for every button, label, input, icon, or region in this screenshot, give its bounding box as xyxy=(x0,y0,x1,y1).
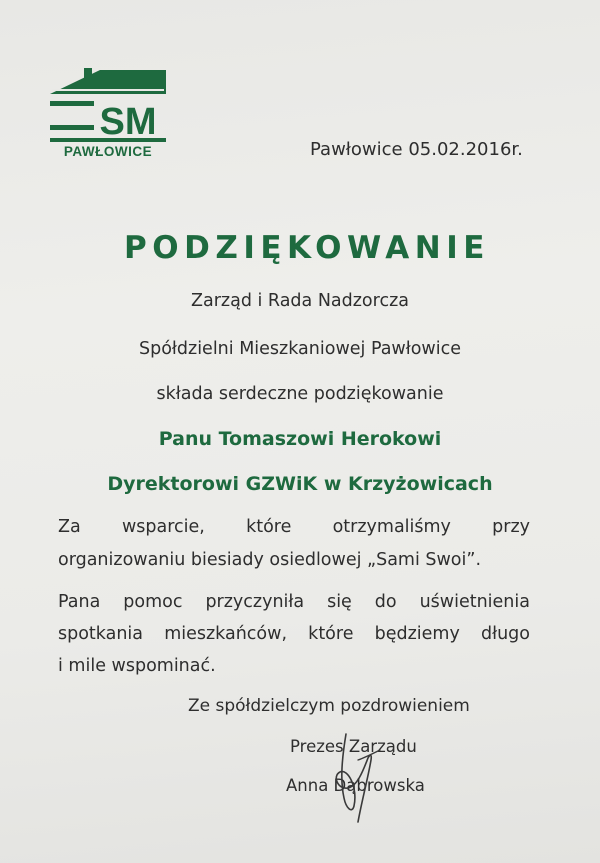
intro-line-1: Zarząd i Rada Nadzorcza xyxy=(191,291,409,311)
signer-role: Prezes Zarządu xyxy=(290,737,417,756)
closing-greeting: Ze spółdzielczym pozdrowieniem xyxy=(188,696,470,716)
place-and-date: Pawłowice 05.02.2016r. xyxy=(310,139,523,160)
handwritten-signature xyxy=(318,728,398,828)
body-paragraph-2-line-3: i mile wspominać. xyxy=(58,656,216,676)
body-paragraph-1-line-2: organizowaniu biesiady osiedlowej „Sami Swoi”. xyxy=(58,550,482,570)
intro-line-2: Spółdzielni Mieszkaniowej Pawłowice xyxy=(139,339,461,359)
document-title: PODZIĘKOWANIE xyxy=(124,230,490,266)
body-paragraph-1-line-1: Za wsparcie, które otrzymaliśmy przy xyxy=(58,517,530,537)
recipient-position: Dyrektorowi GZWiK w Krzyżowicach xyxy=(107,473,493,495)
intro-line-3: składa serdeczne podziękowanie xyxy=(156,384,444,404)
signer-name: Anna Dąbrowska xyxy=(286,776,425,795)
recipient-name: Panu Tomaszowi Herokowi xyxy=(158,428,442,450)
logo-place: PAWŁOWICE xyxy=(63,144,153,159)
logo-letters: SM xyxy=(99,101,157,143)
body-paragraph-2-line-2: spotkania mieszkańców, które będziemy długo xyxy=(58,624,530,644)
sm-pawlowice-logo xyxy=(48,68,168,160)
body-paragraph-2-line-1: Pana pomoc przyczyniła się do uświetnienia xyxy=(58,592,530,612)
